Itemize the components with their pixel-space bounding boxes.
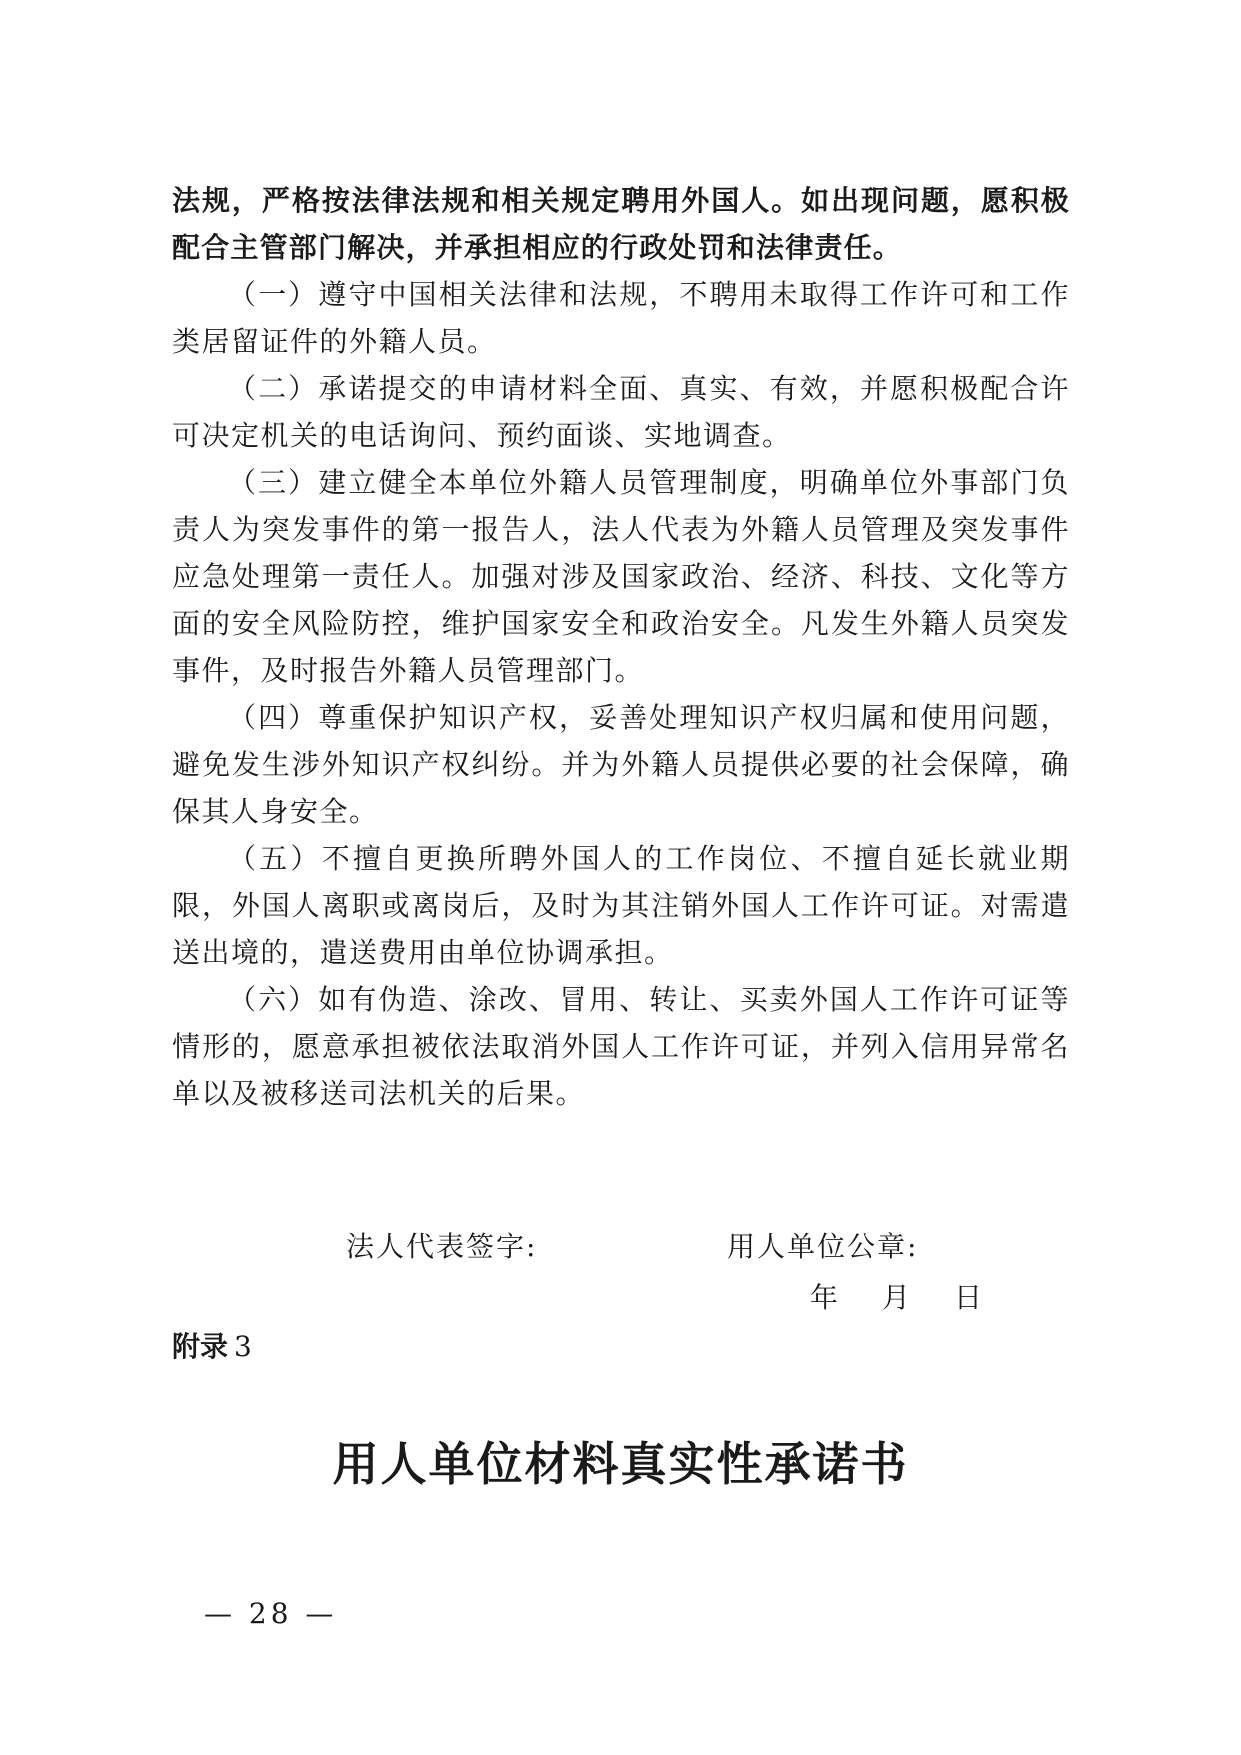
company-seal-label: 用人单位公章: (727, 1230, 919, 1263)
appendix-label (172, 1325, 252, 1365)
appendix-number: 3 (234, 1330, 252, 1363)
continuation-paragraph: 法规，严格按法律法规和相关规定聘用外国人。如出现问题，愿积极配合主管部门解决，并承担相应的行政处罚和法律责任。 (172, 184, 1070, 264)
commitment-item-2: （二）承诺提交的申请材料全面、真实、有效，并愿积极配合许可决定机关的电话询问、预约面谈、实地调查。 (172, 372, 1070, 452)
date-line (810, 1276, 982, 1316)
date-year-label: 年 (810, 1281, 839, 1314)
appendix-text: 附录 (172, 1330, 229, 1363)
legal-rep-signature-label: 法人代表签字: (346, 1230, 538, 1263)
commitment-item-5: （五）不擅自更换所聘外国人的工作岗位、不擅自延长就业期限，外国人离职或离岗后，及时为其注销外国人工作许可证。对需遣送出境的，遣送费用由单位协调承担。 (172, 842, 1070, 969)
commitment-body (172, 177, 1070, 1117)
commitment-item-4: （四）尊重保护知识产权，妥善处理知识产权归属和使用问题，避免发生涉外知识产权纠纷。并为外籍人员提供必要的社会保障，确保其人身安全。 (172, 701, 1070, 828)
commitment-item-6: （六）如有伪造、涂改、冒用、转让、买卖外国人工作许可证等情形的，愿意承担被依法取消外国人工作许可证，并列入信用异常名单以及被移送司法机关的后果。 (172, 983, 1070, 1110)
date-month-label: 月 (882, 1281, 911, 1314)
document-title: 用人单位材料真实性承诺书 (332, 1437, 909, 1491)
commitment-item-3: （三）建立健全本单位外籍人员管理制度，明确单位外事部门负责人为突发事件的第一报告人，法人代表为外籍人员管理及突发事件应急处理第一责任人。加强对涉及国家政治、经济、科技、文化等方面的安全风险防控，维护国家安全和政治安全。凡发生外籍人员突发事件，及时报告外籍人员管理部门。 (172, 466, 1070, 687)
commitment-item-1: （一）遵守中国相关法律和法规，不聘用未取得工作许可和工作类居留证件的外籍人员。 (172, 278, 1070, 358)
date-day-label: 日 (954, 1281, 983, 1314)
page-number: — 28 — (204, 1597, 338, 1630)
